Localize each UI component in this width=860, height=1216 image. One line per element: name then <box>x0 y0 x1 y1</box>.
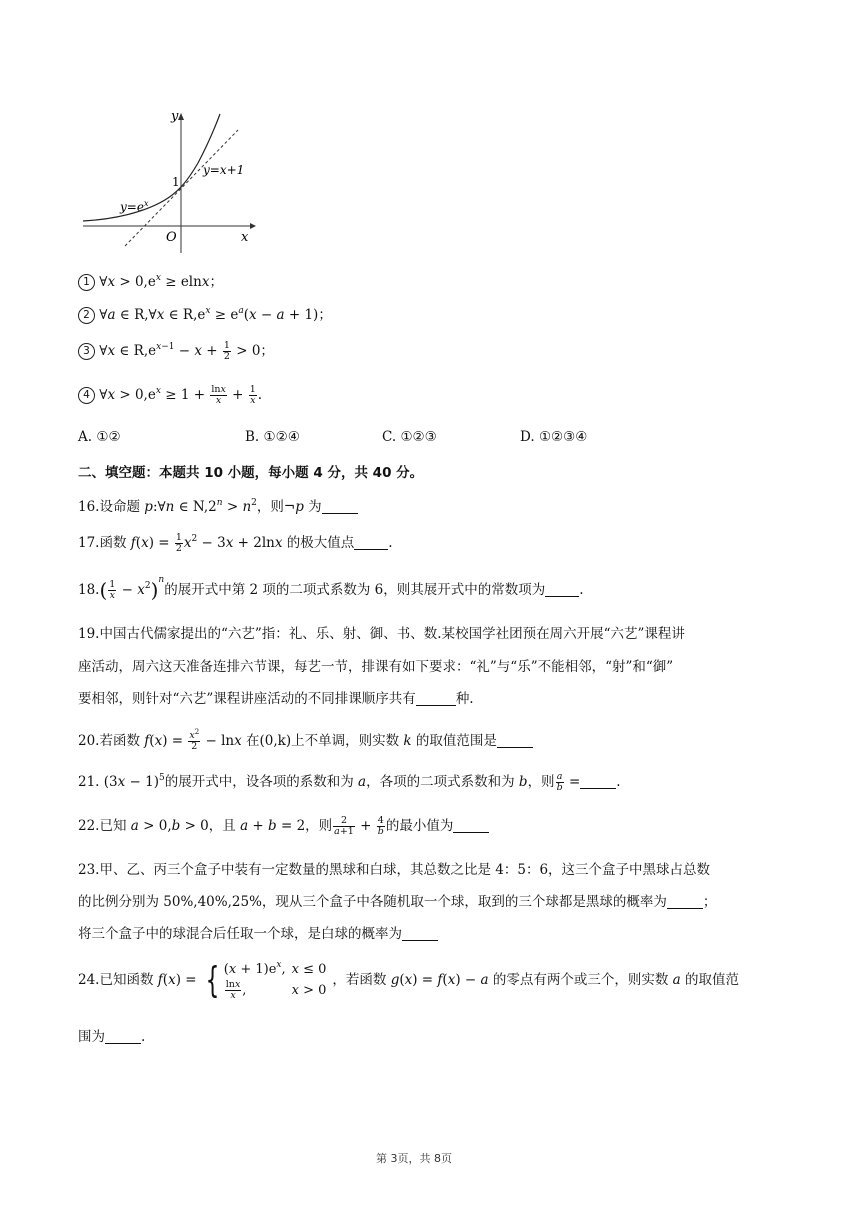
x-axis-label: x <box>241 230 249 245</box>
statement-1: 1 ∀x > $0,e^x \ge elnx$； <box>78 272 223 292</box>
statement-1-text: ∀x > $0,e^x \ge elnx$； <box>95 273 223 290</box>
question-24-line-2: 围为 . <box>78 1029 146 1045</box>
statement-2: 2 ∀a ∈ R,∀x ∈ $R,e^x \ge e^a(x - a + 1)$； <box>78 305 332 325</box>
answer-blank[interactable] <box>402 926 438 941</box>
answer-blank[interactable] <box>545 582 579 597</box>
function-graph <box>80 108 260 258</box>
question-16: 16.设命题 p:∀n ∈ $N,2^n > n^2$，则¬p 为 <box>78 497 358 517</box>
question-17: 17.函数 f(x) = $\frac{1}{2}$ $x^2 - 3x + 2\ln x$ 的极大值点 . <box>78 532 393 554</box>
section-heading: 二、填空题：本题共 10 小题，每小题 4 分，共 40 分。 <box>78 465 424 481</box>
answer-blank[interactable] <box>416 691 456 706</box>
statement-2-text: ∀a ∈ R,∀x ∈ $R,e^x \ge e^a(x - a + 1)$； <box>95 306 332 323</box>
piecewise-cases: $(x + 1)e^x$, x ≤ 0 $\frac{\ln x}{x}$ , x > 0 <box>223 960 327 1001</box>
question-19-line-3: 要相邻，则针对“六艺”课程讲座活动的不同排课顺序共有 种. <box>78 691 474 707</box>
curve-label: $y=e^x$ <box>120 199 149 214</box>
question-21: 21. $(3x - 1)^5$的展开式中，设各项的系数和为 a，各项的二项式系数和为 b，则 $\frac{a}{b}$ = . <box>78 771 621 793</box>
choice-a: A. ①② <box>78 429 121 445</box>
question-22: 22.已知 a > 0,b > 0，且 a + b = 2，则 $\frac{2}{a+1}$ + $\frac{4}{b}$ 的最小值为 <box>78 816 489 837</box>
question-19-line-2: 座活动，周六这天准备连排六节课，每艺一节，排课有如下要求：“礼”与“乐”不能相邻，“射”和“御” <box>78 659 674 675</box>
statement-4: 4 ∀x > $0,e^x \ge 1$ + $\frac{\ln x}{x}$ + $\frac{1}{x}$ . <box>78 385 262 406</box>
question-23-line-3: 将三个盒子中的球混合后任取一个球，是白球的概率为 <box>78 924 438 944</box>
choice-d: D. ①②③④ <box>520 429 588 445</box>
question-19-line-1: 19.中国古代儒家提出的“六艺”指：礼、乐、射、御、书、数.某校国学社团预在周六开展“六艺”课程讲 <box>78 626 685 642</box>
question-23-line-1: 23.甲、乙、丙三个盒子中装有一定数量的黑球和白球，其总数之比是 4：5：6，这三个盒子中黑球占总数 <box>78 862 711 878</box>
answer-blank[interactable] <box>453 818 489 833</box>
exponential-curve <box>83 114 220 221</box>
answer-blank[interactable] <box>322 499 358 514</box>
statement-4-text: ∀x > $0,e^x \ge 1$ + $\frac{\ln x}{x}$ + $\frac{1}{x}$ . <box>95 384 263 406</box>
question-18: 18.( $\frac{1}{x}$ − $x^2)^n$的展开式中第 2 项的二项式系数为 6，则其展开式中的常数项为 . <box>78 575 584 602</box>
answer-blank[interactable] <box>354 535 388 550</box>
answer-blank[interactable] <box>105 1029 141 1044</box>
answer-blank[interactable] <box>497 733 533 748</box>
answer-blank[interactable] <box>580 774 616 789</box>
intercept-label: 1 <box>172 175 180 189</box>
question-24: 24.已知函数 f(x) = { $(x + 1)e^x$, x ≤ 0 $\frac{\ln x}{x}$ , x > 0，若函数 g(x) = f(x) − a 的零点有两个或三个，则实数 a 的取值范 <box>78 959 740 1001</box>
statement-3: 3 ∀x ∈ $R,e^{x-1} - x$ + $\frac{1}{2}$ > 0； <box>78 341 274 362</box>
tangent-label: y=x+1 <box>203 163 245 177</box>
question-20: 20.若函数 f(x) = $\frac{x^2}{2}$ − lnx 在(0,k)上不单调，则实数 k 的取值范围是 <box>78 731 533 752</box>
question-23-line-2: 的比例分别为 50%,40%,25%，现从三个盒子中各随机取一个球，取到的三个球都是黑球的概率为 ； <box>78 894 717 910</box>
choice-c: C. ①②③ <box>382 429 437 445</box>
statement-3-text: ∀x ∈ $R,e^{x-1} - x$ + $\frac{1}{2}$ > 0； <box>95 340 274 362</box>
choice-b: B. ①②④ <box>245 429 300 445</box>
origin-label: O <box>166 230 177 245</box>
answer-blank[interactable] <box>667 894 703 909</box>
y-axis-label: y <box>171 109 179 124</box>
page-footer: 第 3页，共 8页 <box>376 1152 452 1165</box>
